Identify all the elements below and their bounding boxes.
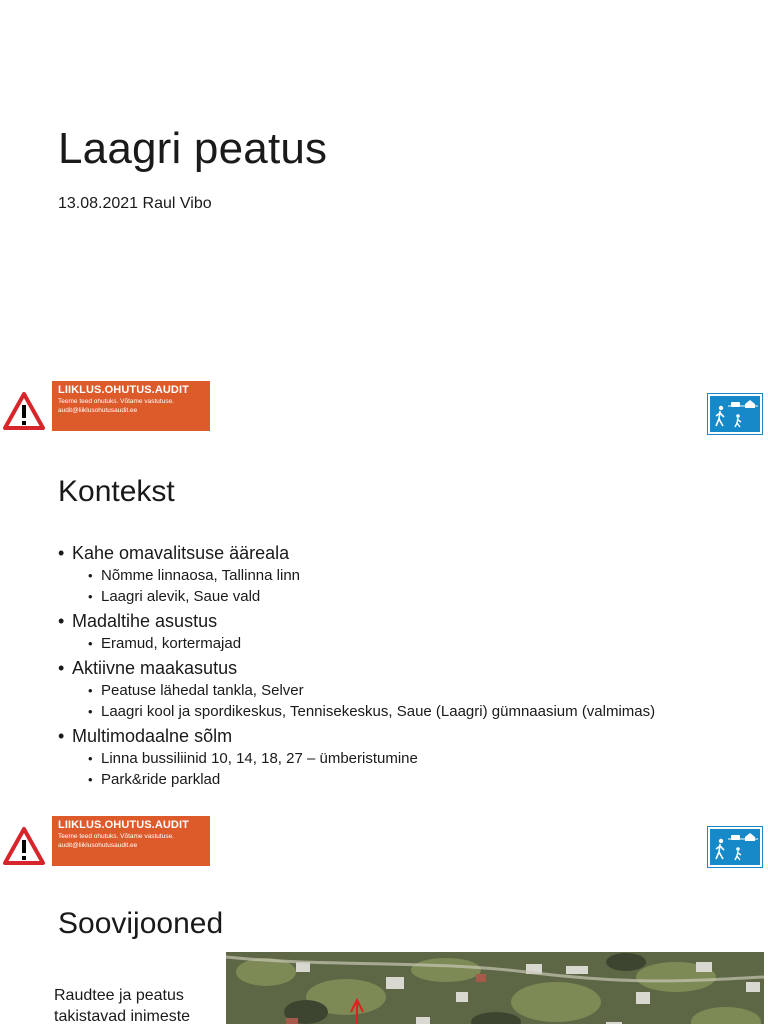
list-subitem: • Linna bussiliinid 10, 14, 18, 27 – ümberistumine — [88, 748, 758, 769]
living-street-sign-icon — [708, 827, 762, 867]
slide-title-heading: Laagri peatus — [58, 124, 328, 173]
brand-logo — [52, 816, 210, 866]
footer-branding — [2, 381, 210, 431]
warning-triangle-icon — [2, 391, 46, 431]
slide-kontekst — [0, 437, 768, 869]
slide-body-text: Raudtee ja peatus takistavad inimeste — [54, 987, 191, 1024]
bullet-list — [58, 541, 758, 792]
brand-slogan: Teeme teed ohutuks. Võtame vastutuse. — [58, 398, 174, 405]
list-subitem: • Laagri alevik, Saue vald — [88, 586, 758, 607]
list-subitem: • Laagri kool ja spordikeskus, Tennisekeskus, Saue (Laagri) gümnaasium (valmimas) — [88, 701, 758, 722]
slide-title — [0, 0, 768, 437]
list-item — [58, 656, 758, 722]
list-subitem: • Eramud, kortermajad — [88, 633, 758, 654]
list-item — [58, 724, 758, 790]
list-item-text: Madaltihe asustus — [72, 611, 218, 631]
list-item — [58, 609, 758, 654]
footer-branding — [2, 816, 210, 866]
slide-heading: Soovijooned — [58, 907, 224, 940]
slide-heading: Kontekst — [58, 475, 175, 508]
warning-triangle-icon — [2, 826, 46, 866]
list-item-text: Multimodaalne sõlm — [72, 726, 233, 746]
brand-slogan: Teeme teed ohutuks. Võtame vastutuse. — [58, 833, 174, 840]
list-subitem: • Peatuse lähedal tankla, Selver — [88, 680, 758, 701]
slide-soovijooned — [0, 869, 768, 1024]
aerial-photo — [226, 952, 764, 1024]
brand-email: audit@liiklusohutusaudit.ee — [58, 407, 138, 414]
list-subitem: • Nõmme linnaosa, Tallinna linn — [88, 565, 758, 586]
list-item-text: Kahe omavalitsuse ääreala — [72, 543, 290, 563]
list-item — [58, 541, 758, 607]
slide-subtitle: 13.08.2021 Raul Vibo — [58, 195, 212, 212]
brand-title: LIIKLUS.OHUTUS.AUDIT — [58, 819, 189, 831]
living-street-sign-icon — [708, 394, 762, 434]
list-item-text: Aktiivne maakasutus — [72, 658, 238, 678]
brand-title: LIIKLUS.OHUTUS.AUDIT — [58, 384, 189, 396]
brand-logo — [52, 381, 210, 431]
list-subitem: • Park&ride parklad — [88, 769, 758, 790]
brand-email: audit@liiklusohutusaudit.ee — [58, 842, 138, 849]
